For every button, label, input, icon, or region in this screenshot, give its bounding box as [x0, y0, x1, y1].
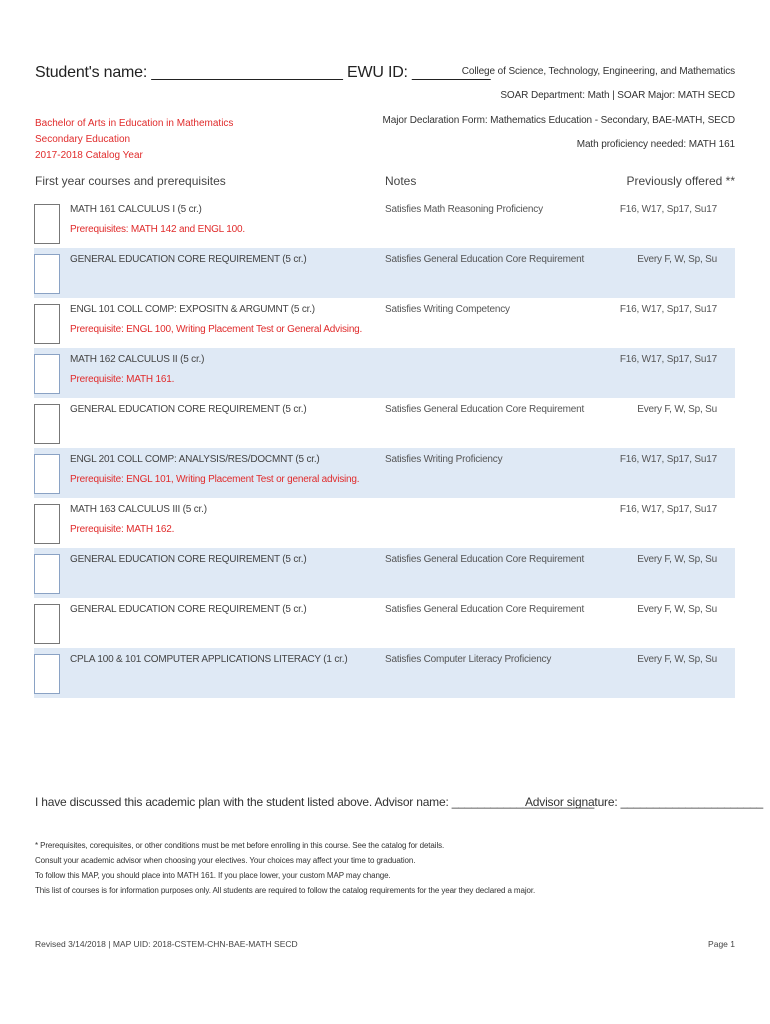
footer-revision-info: Revised 3/14/2018 | MAP UID: 2018-CSTEM-CHN-BAE-MATH SECD — [35, 939, 298, 949]
course-checkbox[interactable] — [34, 204, 60, 244]
course-title: MATH 161 CALCULUS I (5 cr.) — [70, 204, 202, 215]
course-checkbox[interactable] — [34, 554, 60, 594]
major-declaration-form: Major Declaration Form: Mathematics Education - Secondary, BAE-MATH, SECD — [382, 115, 735, 126]
course-title: GENERAL EDUCATION CORE REQUIREMENT (5 cr.) — [70, 404, 307, 415]
course-note: Satisfies General Education Core Requirement — [385, 554, 585, 565]
course-checkbox[interactable] — [34, 454, 60, 494]
table-row — [34, 248, 735, 298]
table-row — [34, 348, 735, 398]
column-header-previously-offered: Previously offered ** — [626, 174, 735, 188]
course-title: ENGL 201 COLL COMP: ANALYSIS/RES/DOCMNT (5 cr.) — [70, 454, 320, 465]
table-row — [34, 648, 735, 698]
course-note: Satisfies General Education Core Requirement — [385, 254, 585, 265]
student-name-ewu-id-line: Student's name: ______________________ EWU ID: _________ — [35, 64, 491, 81]
course-note: Satisfies General Education Core Requirement — [385, 404, 585, 415]
table-row — [34, 548, 735, 598]
course-previously-offered: Every F, W, Sp, Su — [637, 654, 717, 665]
table-row — [34, 398, 735, 448]
course-title: ENGL 101 COLL COMP: EXPOSITN & ARGUMNT (5 cr.) — [70, 304, 315, 315]
course-title: GENERAL EDUCATION CORE REQUIREMENT (5 cr.) — [70, 554, 307, 565]
soar-department: SOAR Department: Math | SOAR Major: MATH SECD — [500, 90, 735, 101]
column-header-notes: Notes — [385, 174, 417, 188]
course-checkbox[interactable] — [34, 504, 60, 544]
table-row — [34, 498, 735, 548]
catalog-year: 2017-2018 Catalog Year — [35, 150, 143, 161]
degree-title: Bachelor of Arts in Education in Mathematics — [35, 118, 234, 129]
course-title: GENERAL EDUCATION CORE REQUIREMENT (5 cr.) — [70, 254, 307, 265]
college-name: College of Science, Technology, Engineering, and Mathematics — [461, 66, 735, 77]
course-prerequisite: Prerequisite: ENGL 101, Writing Placement Test or general advising. — [70, 474, 360, 485]
course-checkbox[interactable] — [34, 254, 60, 294]
table-row — [34, 598, 735, 648]
footnotes — [35, 838, 535, 898]
course-checkbox[interactable] — [34, 404, 60, 444]
advisor-name-line: I have discussed this academic plan with the student listed above. Advisor name: ______________________ — [35, 795, 595, 809]
degree-info — [35, 116, 233, 164]
footnote-placement: To follow this MAP, you should place into MATH 161. If you place lower, your custom MAP may change. — [35, 871, 391, 880]
course-prerequisite: Prerequisite: MATH 161. — [70, 374, 175, 385]
course-previously-offered: F16, W17, Sp17, Su17 — [619, 304, 717, 315]
course-previously-offered: F16, W17, Sp17, Su17 — [619, 504, 717, 515]
page-number: Page 1 — [708, 939, 735, 949]
course-previously-offered: Every F, W, Sp, Su — [637, 404, 717, 415]
course-title: MATH 162 CALCULUS II (5 cr.) — [70, 354, 205, 365]
course-note: Satisfies General Education Core Requirement — [385, 604, 585, 615]
course-title: GENERAL EDUCATION CORE REQUIREMENT (5 cr.) — [70, 604, 307, 615]
course-note: Satisfies Math Reasoning Proficiency — [385, 204, 543, 215]
course-title: MATH 163 CALCULUS III (5 cr.) — [70, 504, 207, 515]
course-table — [34, 198, 735, 698]
course-note: Satisfies Computer Literacy Proficiency — [385, 654, 552, 665]
footnote-advisor: Consult your academic advisor when choosing your electives. Your choices may affect your time to graduation. — [35, 856, 416, 865]
course-prerequisite: Prerequisite: ENGL 100, Writing Placement Test or General Advising. — [70, 324, 363, 335]
course-checkbox[interactable] — [34, 304, 60, 344]
degree-subtitle: Secondary Education — [35, 134, 131, 145]
course-previously-offered: F16, W17, Sp17, Su17 — [619, 454, 717, 465]
footnote-information: This list of courses is for information purposes only. All students are required to follow the catalog requirements for the year they declared a major. — [35, 886, 536, 895]
course-title: CPLA 100 & 101 COMPUTER APPLICATIONS LITERACY (1 cr.) — [70, 654, 348, 665]
course-previously-offered: F16, W17, Sp17, Su17 — [619, 354, 717, 365]
table-row — [34, 448, 735, 498]
advisor-signature-line: Advisor signature: ______________________ — [525, 795, 764, 809]
course-checkbox[interactable] — [34, 354, 60, 394]
course-prerequisite: Prerequisite: MATH 162. — [70, 524, 175, 535]
course-previously-offered: Every F, W, Sp, Su — [637, 254, 717, 265]
course-note: Satisfies Writing Proficiency — [385, 454, 503, 465]
course-note: Satisfies Writing Competency — [385, 304, 510, 315]
table-row — [34, 198, 735, 248]
course-prerequisite: Prerequisites: MATH 142 and ENGL 100. — [70, 224, 245, 235]
course-checkbox[interactable] — [34, 604, 60, 644]
course-previously-offered: F16, W17, Sp17, Su17 — [619, 204, 717, 215]
column-header-courses: First year courses and prerequisites — [35, 174, 226, 188]
course-previously-offered: Every F, W, Sp, Su — [637, 554, 717, 565]
math-proficiency: Math proficiency needed: MATH 161 — [576, 139, 735, 150]
footnote-prerequisites: * Prerequisites, corequisites, or other conditions must be met before enrolling in this course. See the catalog for details. — [35, 841, 445, 850]
course-previously-offered: Every F, W, Sp, Su — [637, 604, 717, 615]
course-checkbox[interactable] — [34, 654, 60, 694]
table-row — [34, 298, 735, 348]
